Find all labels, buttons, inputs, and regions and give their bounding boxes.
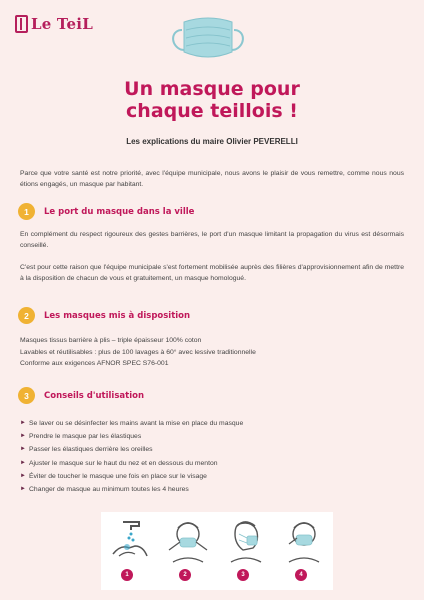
page-subtitle: Les explications du maire Olivier PEVERELLI: [126, 137, 298, 146]
step-number-badge: 2: [179, 569, 191, 581]
section-title: Le port du masque dans la ville: [44, 206, 195, 217]
arrow-bullet-icon: ►: [20, 486, 26, 493]
logo-text: Le TeiL: [31, 15, 93, 33]
face-mask-icon: [168, 12, 248, 64]
list-item: ► Éviter de toucher le masque une fois en place sur le visage: [20, 470, 243, 483]
spec-line: Lavables et réutilisables : plus de 100 lavages à 60° avec lessive traditionnelle: [20, 348, 256, 356]
arrow-bullet-icon: ►: [20, 420, 26, 426]
list-item: ► Ajuster le masque sur le haut du nez et en dessous du menton: [20, 457, 243, 470]
list-item: ► Passer les élastiques derrière les oreilles: [20, 443, 243, 456]
town-logo: [15, 13, 93, 35]
intro-paragraph: Parce que votre santé est notre priorité, avec l'équipe municipale, nous avons le plaisir de vous remettre, comme nous nous étions engagés, un masque par habitant.: [20, 170, 404, 188]
instruction-illustrations: [101, 512, 333, 590]
section-number-badge: 1: [18, 203, 35, 220]
hand-washing-icon: [105, 516, 155, 568]
arrow-bullet-icon: ►: [20, 459, 26, 466]
step-number-badge: 3: [237, 569, 249, 581]
arrow-bullet-icon: ►: [20, 472, 26, 479]
list-item: ► Prendre le masque par les élastiques: [20, 430, 243, 443]
step-4-illustration: [275, 512, 333, 590]
section-3-heading: [18, 387, 144, 404]
spec-line: Conforme aux exigences AFNOR SPEC S76-001: [20, 360, 169, 367]
spec-line: Masques tissus barrière à plis – triple épaisseur 100% coton: [20, 337, 202, 344]
list-item: ► Changer de masque au minimum toutes les 4 heures: [20, 483, 243, 496]
section-1-heading: [18, 203, 194, 220]
step-3-illustration: [217, 512, 275, 590]
step-2-illustration: [159, 512, 217, 590]
step-number-badge: 4: [295, 569, 307, 581]
person-holding-mask-icon: [163, 516, 213, 568]
step-1-illustration: [101, 512, 159, 590]
usage-tips-list: [20, 417, 243, 496]
section-1-paragraph-2: C'est pour cette raison que l'équipe municipale s'est fortement mobilisée auprès des filières d'approvisionnement afin de mettre à la disposition de chacun de vous et gratuitement, un masque homologué.: [20, 264, 404, 282]
logo-mark-icon: [15, 15, 28, 33]
list-item: ► Se laver ou se désinfecter les mains avant la mise en place du masque: [20, 417, 243, 430]
section-number-badge: 2: [18, 307, 35, 324]
person-profile-ear-loops-icon: [221, 516, 271, 568]
step-number-badge: 1: [121, 569, 133, 581]
page-title: Un masque pour chaque teillois !: [124, 78, 300, 122]
section-1-paragraph-1: En complément du respect rigoureux des gestes barrières, le port d'un masque limitant la propagation du virus est désormais conseillé.: [20, 231, 404, 249]
section-number-badge: 3: [18, 387, 35, 404]
section-title: Conseils d'utilisation: [44, 390, 145, 401]
section-2-heading: [18, 307, 190, 324]
mask-spec-list: [20, 335, 256, 370]
section-title: Les masques mis à disposition: [44, 310, 191, 321]
person-adjusting-mask-icon: [279, 516, 329, 568]
arrow-bullet-icon: ►: [20, 433, 26, 440]
arrow-bullet-icon: ►: [20, 446, 26, 453]
